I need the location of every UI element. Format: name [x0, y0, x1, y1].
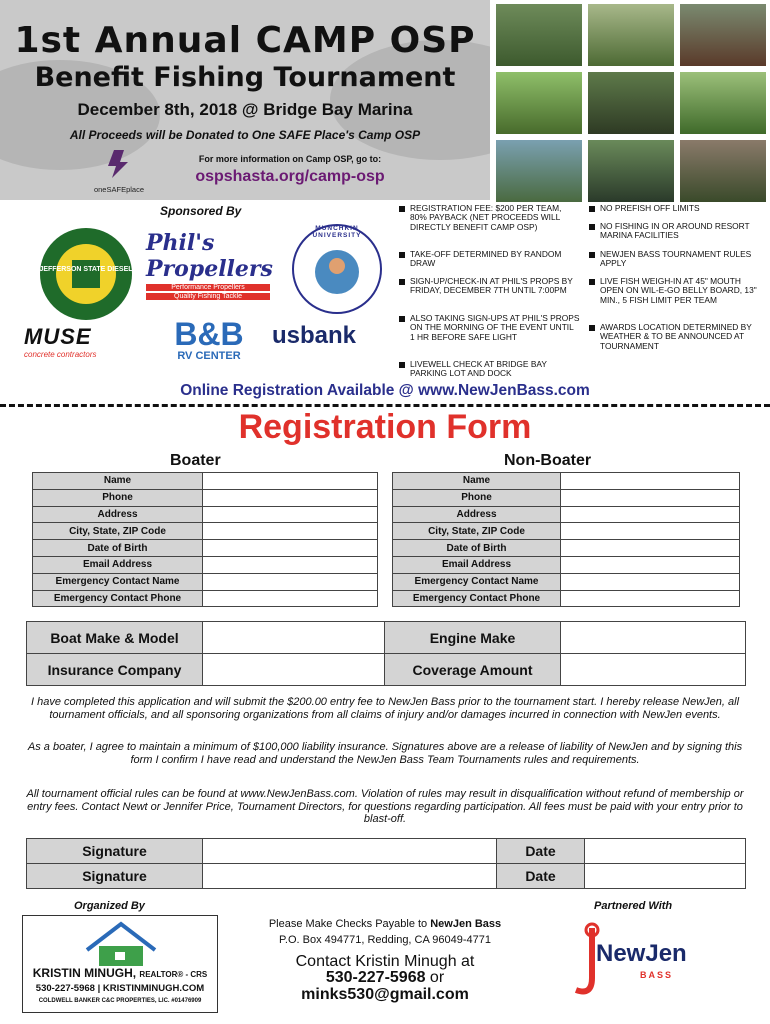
jefferson-logo-text: JEFFERSON STATE DIESEL: [39, 266, 133, 273]
rule-item: NO PREFISH OFF LIMITS: [600, 204, 760, 213]
muse-logo-text: MUSE: [24, 324, 92, 349]
checks-payable-line: [226, 918, 544, 930]
release-paragraph: I have completed this application and will submit the $200.00 entry fee to NewJen Bass prior to the tournament start. I hereby release NewJen, all tournament officials, and all sponsoring organizations from all claims of injury and/or damages incurred in connection with NewJen events.: [30, 696, 740, 721]
photo-water-spray: [680, 72, 766, 134]
field-label: Emergency Contact Name: [33, 573, 203, 590]
more-info-text: For more information on Camp OSP, go to:: [198, 154, 382, 164]
field-label: Name: [393, 473, 561, 490]
table-row: [33, 489, 378, 506]
bb-logo-sub: RV CENTER: [177, 350, 241, 362]
field-label: Signature: [27, 839, 203, 864]
photo-firefighter: [680, 140, 766, 202]
photo-group: [496, 72, 582, 134]
rule-item: NEWJEN BASS TOURNAMENT RULES APPLY: [600, 250, 760, 269]
boat-info-table: [26, 621, 746, 686]
checks-payee: NewJen Bass: [430, 918, 502, 930]
field-label: Date of Birth: [33, 540, 203, 557]
table-row: [393, 523, 740, 540]
field-label: Address: [393, 506, 561, 523]
photo-child-fish: [496, 140, 582, 202]
phils-propellers-logo: [146, 230, 273, 300]
house-icon: [81, 920, 161, 970]
registration-form-title: Registration Form: [238, 408, 532, 446]
checks-prefix: Please Make Checks Payable to: [268, 918, 431, 930]
table-row: [27, 864, 746, 889]
table-row: [393, 473, 740, 490]
rule-item: SIGN-UP/CHECK-IN AT PHIL'S PROPS BY FRIDAY, DECEMBER 7TH UNTIL 7:00PM: [410, 277, 580, 296]
table-row: [33, 590, 378, 607]
nonboater-email-field[interactable]: [561, 556, 740, 573]
muse-concrete-logo: [24, 324, 148, 360]
photo-child-ball: [588, 140, 674, 202]
phils-logo-sub2: Quality Fishing Tackle: [146, 293, 270, 300]
signature-field-1[interactable]: [203, 839, 497, 864]
rule-item: REGISTRATION FEE: $200 PER TEAM, 80% PAYBACK (NET PROCEEDS WILL DIRECTLY BENEFIT CAMP OSP): [410, 204, 580, 232]
po-box: P.O. Box 494771, Redding, CA 96049-4771: [278, 934, 491, 946]
field-label: Phone: [33, 489, 203, 506]
contact-phone-line: [226, 969, 544, 987]
nonboater-heading: Non-Boater: [504, 452, 592, 469]
field-label: Engine Make: [385, 622, 561, 654]
usbank-logo-text: usbank: [272, 322, 357, 349]
kristin-minugh-card: [22, 915, 218, 1013]
onesafeplace-logo: [84, 148, 154, 192]
usbank-logo: [272, 322, 390, 354]
field-label: City, State, ZIP Code: [33, 523, 203, 540]
phils-logo-sub1: Performance Propellers: [146, 284, 270, 291]
photo-fire-truck: [680, 4, 766, 66]
rule-item: AWARDS LOCATION DETERMINED BY WEATHER & TO BE ANNOUNCED AT TOURNAMENT: [600, 323, 760, 351]
kristin-contact: 530-227-5968 | KRISTINMINUGH.COM: [35, 983, 205, 994]
contact-email[interactable]: minks530@gmail.com: [301, 986, 469, 1003]
newjen-logo-sub: BASS: [640, 970, 674, 980]
nonboater-city-field[interactable]: [561, 523, 740, 540]
field-label: Date of Birth: [393, 540, 561, 557]
kristin-name-line: [23, 966, 217, 980]
event-subtitle: Benefit Fishing Tournament: [34, 62, 456, 93]
online-registration-link[interactable]: Online Registration Available @ www.NewJenBass.com: [180, 382, 590, 399]
nonboater-phone-field[interactable]: [561, 489, 740, 506]
table-row: [33, 573, 378, 590]
field-label: Email Address: [393, 556, 561, 573]
rule-item: NO FISHING IN OR AROUND RESORT MARINA FACILITIES: [600, 222, 760, 241]
munchkin-university-logo: [290, 222, 384, 316]
field-label: Emergency Contact Phone: [33, 590, 203, 607]
boater-heading: Boater: [170, 452, 221, 469]
rule-item: LIVEWELL CHECK AT BRIDGE BAY PARKING LOT AND DOCK: [410, 360, 580, 379]
date-field-1[interactable]: [585, 839, 746, 864]
table-row: [33, 473, 378, 490]
organized-by-heading: Organized By: [74, 900, 145, 912]
boater-phone-field[interactable]: [203, 489, 378, 506]
nonboater-table: [392, 472, 740, 607]
field-label: Address: [33, 506, 203, 523]
signature-field-2[interactable]: [203, 864, 497, 889]
rule-item: ALSO TAKING SIGN-UPS AT PHIL'S PROPS ON THE MORNING OF THE EVENT UNTIL 1 HR BEFORE SAFE LIGHT: [410, 313, 580, 342]
table-row: [393, 506, 740, 523]
munchkin-logo-text: MUNCHKIN UNIVERSITY: [312, 225, 362, 239]
boat-make-field[interactable]: [203, 622, 385, 654]
field-label: Emergency Contact Phone: [393, 590, 561, 607]
field-label: Email Address: [33, 556, 203, 573]
field-label: Insurance Company: [27, 654, 203, 686]
boater-city-field[interactable]: [203, 523, 378, 540]
photo-camp-field: [588, 4, 674, 66]
photo-kids-group: [588, 72, 674, 134]
table-row: [27, 622, 746, 654]
nonboater-name-field[interactable]: [561, 473, 740, 490]
sponsored-by-heading: Sponsored By: [160, 204, 242, 218]
field-label: Date: [497, 839, 585, 864]
boater-emergency-name-field[interactable]: [203, 573, 378, 590]
photo-collage: [496, 0, 770, 200]
newjen-bass-logo: [562, 922, 742, 1012]
boater-dob-field[interactable]: [203, 540, 378, 557]
nonboater-address-field[interactable]: [561, 506, 740, 523]
event-title: 1st Annual CAMP OSP: [14, 20, 476, 61]
boater-email-field[interactable]: [203, 556, 378, 573]
insurance-company-field[interactable]: [203, 654, 385, 686]
table-row: [393, 489, 740, 506]
table-row: [27, 654, 746, 686]
signature-table: [26, 838, 746, 889]
proceeds-note: All Proceeds will be Donated to One SAFE Place's Camp OSP: [69, 128, 421, 142]
partnered-with-heading: Partnered With: [594, 900, 673, 912]
header-banner: [0, 0, 490, 200]
nonboater-emergency-name-field[interactable]: [561, 573, 740, 590]
table-row: [393, 556, 740, 573]
table-row: [393, 573, 740, 590]
bb-rv-center-logo: [166, 318, 252, 366]
contact-phone: 530-227-5968: [325, 969, 426, 986]
field-label: City, State, ZIP Code: [393, 523, 561, 540]
field-label: Name: [33, 473, 203, 490]
photo-kids-sprinkler: [496, 4, 582, 66]
date-field-2[interactable]: [585, 864, 746, 889]
boater-name-field[interactable]: [203, 473, 378, 490]
nonboater-dob-field[interactable]: [561, 540, 740, 557]
contact-line: Contact Kristin Minugh at: [295, 953, 475, 970]
coverage-amount-field[interactable]: [561, 654, 746, 686]
muse-logo-sub: concrete contractors: [24, 350, 97, 359]
boater-emergency-phone-field[interactable]: [203, 590, 378, 607]
field-label: Emergency Contact Name: [393, 573, 561, 590]
table-row: [33, 540, 378, 557]
field-label: Signature: [27, 864, 203, 889]
newjen-logo-text: NewJen: [596, 940, 687, 967]
boater-table: [32, 472, 378, 607]
field-label: Phone: [393, 489, 561, 506]
rules-paragraph: All tournament official rules can be found at www.NewJenBass.com. Violation of rules may result in disqualification without refund of membership or entry fees. Contact Newt or Jennifer Price, Tournament Directors, for questions regarding participation. All fees must be paid with your entry prior to blast-off.: [26, 788, 744, 826]
field-label: Date: [497, 864, 585, 889]
phils-logo-text: Phil's Propellers: [146, 230, 273, 282]
nonboater-emergency-phone-field[interactable]: [561, 590, 740, 607]
table-row: [393, 540, 740, 557]
table-row: [33, 506, 378, 523]
engine-make-field[interactable]: [561, 622, 746, 654]
jefferson-state-diesel-logo: [38, 226, 134, 322]
onesafeplace-logo-text: oneSAFEplace: [93, 185, 145, 194]
event-date: December 8th, 2018 @ Bridge Bay Marina: [77, 100, 413, 119]
osp-url-link[interactable]: ospshasta.org/camp-osp: [195, 168, 385, 185]
boater-address-field[interactable]: [203, 506, 378, 523]
rule-item: TAKE-OFF DETERMINED BY RANDOM DRAW: [410, 250, 580, 269]
table-row: [393, 590, 740, 607]
bb-logo-text: B&B: [174, 316, 244, 352]
table-row: [33, 523, 378, 540]
kristin-broker: COLDWELL BANKER C&C PROPERTIES, LIC. #01476909: [38, 998, 202, 1004]
kristin-title: REALTOR® - CRS: [139, 970, 208, 979]
rule-item: LIVE FISH WEIGH-IN AT 45" MOUTH OPEN ON WIL-E-GO BELLY BOARD, 13" MIN., 5 FISH LIMIT PER TEAM: [600, 277, 760, 305]
table-row: [33, 556, 378, 573]
table-row: [27, 839, 746, 864]
liability-paragraph: As a boater, I agree to maintain a minimum of $100,000 liability insurance. Signatures above are a release of liability of NewJen and by signing this form I confirm I have read and understand the NewJen Bass Team Tournaments rules and requirements.: [27, 741, 743, 766]
contact-or: or: [425, 969, 445, 986]
field-label: Coverage Amount: [385, 654, 561, 686]
kristin-name: KRISTIN MINUGH,: [32, 966, 137, 980]
field-label: Boat Make & Model: [27, 622, 203, 654]
cut-line-divider: [0, 404, 770, 407]
